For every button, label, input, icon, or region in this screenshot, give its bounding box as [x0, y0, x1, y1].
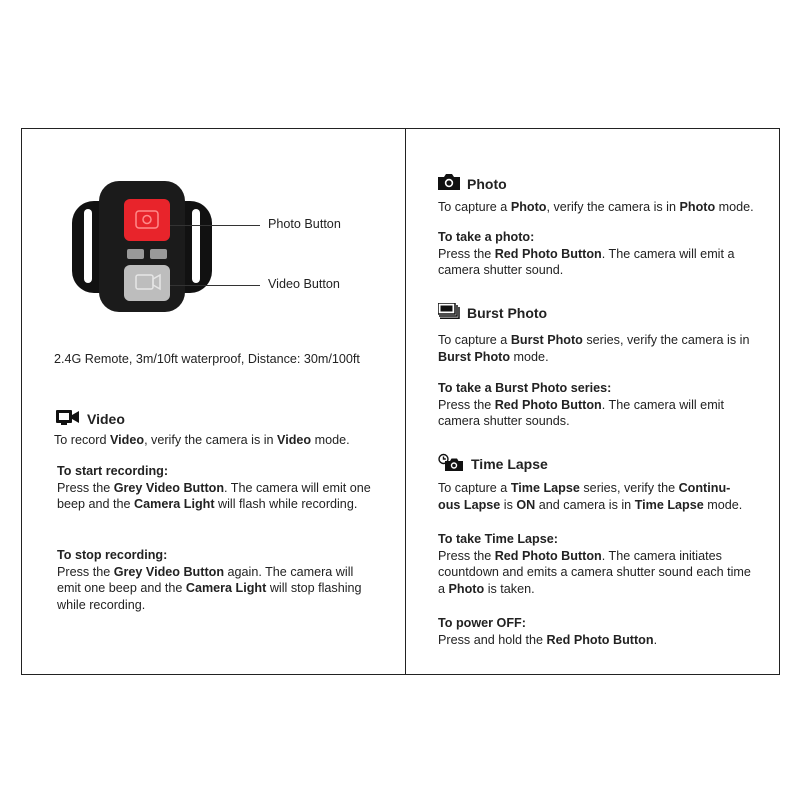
take-timelapse-title: To take Time Lapse:	[438, 532, 558, 546]
burst-heading	[438, 303, 547, 322]
manual-page	[21, 128, 780, 675]
power-off-body: Press and hold the Red Photo Button.	[438, 632, 658, 647]
grey-video-button	[124, 265, 170, 301]
remote-control-image	[72, 179, 212, 314]
take-photo-body: Press the Red Photo Button. The camera will emit a camera shutter sound.	[438, 246, 735, 277]
indicator-light-right	[150, 249, 167, 259]
column-divider	[405, 129, 406, 674]
video-button-label: Video Button	[268, 277, 340, 291]
take-timelapse-body: Press the Red Photo Button. The camera initiates countdown and emits a camera shutter sound each time a Photo is taken.	[438, 548, 751, 596]
start-recording-body: Press the Grey Video Button. The camera will emit one beep and the Camera Light will flash while recording.	[57, 480, 371, 511]
video-camera-icon	[56, 409, 80, 428]
photo-heading-text: Photo	[467, 175, 507, 192]
burst-photo-icon	[438, 303, 460, 322]
timelapse-heading-text: Time Lapse	[471, 455, 548, 472]
take-timelapse-block	[438, 531, 756, 597]
burst-intro: To capture a Burst Photo series, verify the camera is in Burst Photo mode.	[438, 333, 750, 364]
red-photo-button	[124, 199, 170, 241]
start-recording-block	[57, 463, 377, 513]
timelapse-intro: To capture a Time Lapse series, verify the Continu-ous Lapse is ON and camera is in Time Lapse mode.	[438, 481, 743, 512]
burst-heading-text: Burst Photo	[467, 304, 548, 321]
time-lapse-icon	[438, 453, 464, 474]
take-photo-title: To take a photo:	[438, 230, 535, 244]
stop-recording-title: To stop recording:	[57, 548, 168, 562]
stop-recording-body: Press the Grey Video Button again. The camera will emit one beep and the Camera Light will stop flashing while recording.	[57, 564, 362, 612]
take-burst-body: Press the Red Photo Button. The camera will emit camera shutter sounds.	[438, 397, 724, 428]
photo-intro: To capture a Photo, verify the camera is in Photo mode.	[438, 200, 754, 214]
photo-button-label: Photo Button	[268, 217, 341, 231]
power-off-block	[438, 615, 756, 648]
video-heading	[56, 409, 125, 428]
video-callout-line	[170, 285, 260, 286]
photo-heading	[438, 174, 507, 193]
timelapse-heading	[438, 453, 548, 474]
video-intro: To record Video, verify the camera is in Video mode.	[54, 433, 350, 447]
photo-camera-icon	[438, 174, 460, 193]
take-photo-block	[438, 229, 768, 279]
take-burst-block	[438, 380, 756, 430]
video-heading-text: Video	[87, 410, 125, 427]
stop-recording-block	[57, 547, 377, 613]
start-recording-title: To start recording:	[57, 464, 169, 478]
take-burst-title: To take a Burst Photo series:	[438, 381, 612, 395]
photo-callout-line	[170, 225, 260, 226]
remote-spec: 2.4G Remote, 3m/10ft waterproof, Distance: 30m/100ft	[54, 352, 360, 366]
indicator-light-left	[127, 249, 144, 259]
power-off-title: To power OFF:	[438, 616, 526, 630]
